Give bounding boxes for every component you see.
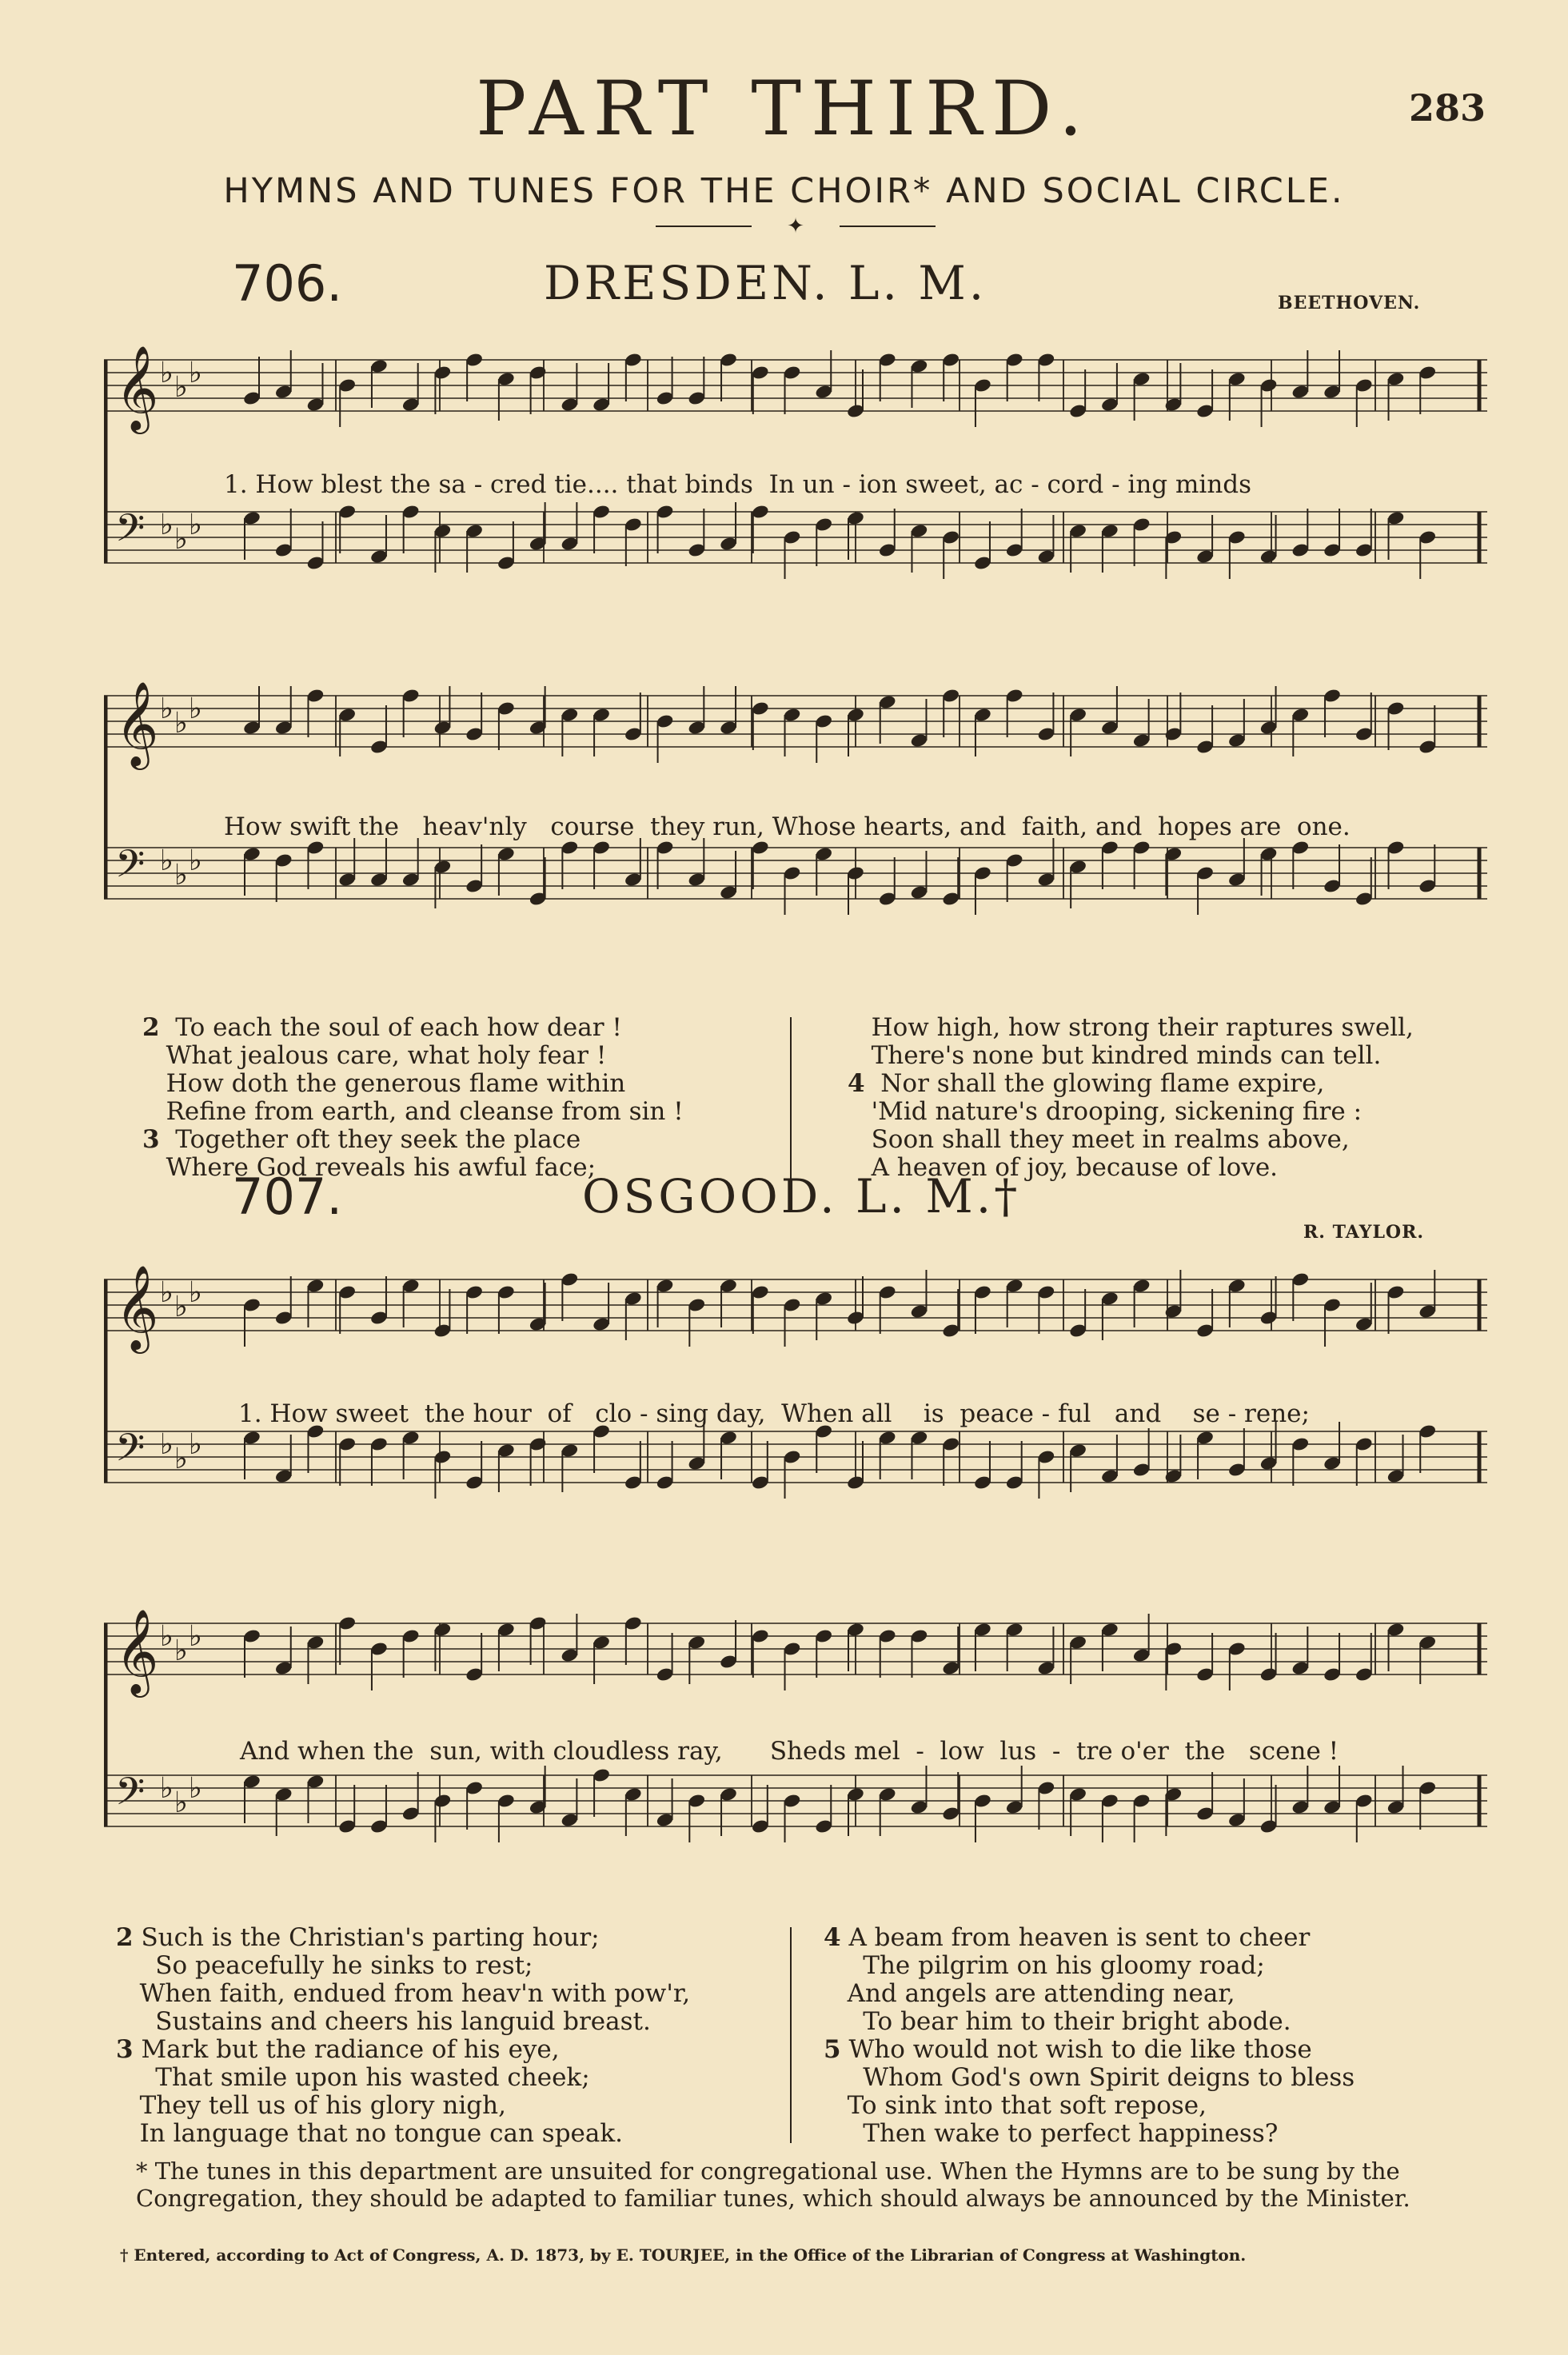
flat-icon: ♭ (189, 693, 202, 725)
flat-icon: ♭ (174, 859, 188, 892)
verse-line: Sustains and cheers his languid breast. (155, 2007, 651, 2036)
flat-icon: ♭ (160, 1620, 174, 1653)
flat-icon: ♭ (174, 1635, 188, 1667)
flat-icon: ♭ (174, 707, 188, 740)
flat-icon: ♭ (160, 844, 174, 877)
verse-line: They tell us of his glory nigh, (139, 2091, 506, 2120)
column-divider (790, 1927, 792, 2143)
flat-icon: ♭ (189, 1428, 202, 1461)
flat-icon: ♭ (174, 1443, 188, 1475)
bass-clef-icon: 𝄢 (115, 1769, 146, 1823)
treble-clef-icon: 𝄞 (115, 681, 159, 766)
flat-icon: ♭ (189, 1276, 202, 1309)
verse-line: And angels are attending near, (847, 1979, 1235, 2008)
verse-line: To sink into that soft repose, (847, 2091, 1207, 2120)
verse-line: Where God reveals his awful face; (166, 1153, 596, 1182)
composer: BEETHOVEN. (1278, 293, 1421, 313)
hymn-number: 707. (232, 1168, 343, 1226)
bass-clef-icon: 𝄢 (115, 505, 146, 560)
verse-line: 2 Such is the Christian's parting hour; (116, 1923, 600, 1952)
flat-icon: ♭ (189, 509, 202, 541)
section-subtitle: HYMNS AND TUNES FOR THE CHOIR* AND SOCIAL CIRCLE. (223, 171, 1345, 211)
lyric-line: 1. How sweet the hour of clo - sing day, When all is peace - ful and se - rene; (238, 1399, 1310, 1428)
flat-icon: ♭ (160, 509, 174, 541)
verse-line: What jealous care, what holy fear ! (166, 1041, 607, 1070)
tune-name: DRESDEN. L. M. (544, 256, 987, 310)
verses-left (142, 1014, 684, 1182)
page-title: PART THIRD. (476, 66, 1092, 153)
verse-line: 3 Together oft they seek the place (142, 1125, 581, 1154)
ornament-divider: ✦ (656, 214, 936, 238)
flat-icon: ♭ (174, 371, 188, 404)
verse-line: When faith, endued from heav'n with pow'r, (139, 1979, 691, 2008)
treble-clef-icon: 𝄞 (115, 1608, 159, 1694)
verse-line: Soon shall they meet in realms above, (871, 1125, 1350, 1154)
verse-line: How doth the generous flame within (166, 1069, 626, 1098)
verse-line: Then wake to perfect happiness? (863, 2119, 1279, 2148)
bass-clef-icon: 𝄢 (115, 841, 146, 896)
composer: R. TAYLOR. (1303, 1222, 1425, 1243)
treble-clef-icon: 𝄞 (115, 1264, 159, 1350)
flat-icon: ♭ (189, 1772, 202, 1805)
footnote: * The tunes in this department are unsuited for congregational use. When the Hymns are to be sung by the Congregation, they should be adapted to familiar tunes, which should always be announced by the Minister. (136, 2157, 1410, 2212)
verse-line: 5 Who would not wish to die like those (824, 2035, 1312, 2064)
flat-icon: ♭ (160, 693, 174, 725)
flat-icon: ♭ (174, 1786, 188, 1819)
flat-icon: ♭ (189, 844, 202, 877)
verse-line: How high, how strong their raptures swell, (871, 1013, 1414, 1042)
lyric-line: And when the sun, with cloudless ray, Sheds mel - low lus - tre o'er the scene ! (240, 1737, 1339, 1766)
verse-line: 2 To each the soul of each how dear ! (142, 1013, 622, 1042)
verse-line: A heaven of joy, because of love. (871, 1153, 1279, 1182)
flat-icon: ♭ (160, 1276, 174, 1309)
copyright-notice: † Entered, according to Act of Congress, A. D. 1873, by E. TOURJEE, in the Office of the Librarian of Congress at Washington. (120, 2245, 1247, 2265)
verse-line: 4 A beam from heaven is sent to cheer (824, 1923, 1311, 1952)
hymn-number: 706. (232, 254, 343, 313)
verse-line: 4 Nor shall the glowing flame expire, (848, 1069, 1325, 1098)
verse-line: There's none but kindred minds can tell. (871, 1041, 1382, 1070)
flat-icon: ♭ (189, 1620, 202, 1653)
verse-line: So peacefully he sinks to rest; (155, 1951, 533, 1980)
lyric-line: 1. How blest the sa - cred tie.... that binds In un - ion sweet, ac - cord - ing minds (224, 470, 1252, 499)
flat-icon: ♭ (160, 1428, 174, 1461)
verse-line: 3 Mark but the radiance of his eye, (116, 2035, 560, 2064)
page-number: 283 (1409, 86, 1486, 130)
verses-left (116, 1924, 690, 2148)
flat-icon: ♭ (174, 523, 188, 556)
treble-clef-icon: 𝄞 (115, 345, 159, 430)
column-divider (790, 1017, 792, 1181)
flat-icon: ♭ (160, 1772, 174, 1805)
flat-icon: ♭ (160, 357, 174, 389)
verse-line: Refine from earth, and cleanse from sin ! (166, 1097, 684, 1126)
verse-line: 'Mid nature's drooping, sickening fire : (871, 1097, 1363, 1126)
bass-clef-icon: 𝄢 (115, 1425, 146, 1479)
flat-icon: ♭ (189, 357, 202, 389)
tune-name: OSGOOD. L. M.† (582, 1169, 1021, 1223)
verses-right (824, 1924, 1355, 2148)
verse-line: In language that no tongue can speak. (139, 2119, 624, 2148)
verse-line: To bear him to their bright abode. (863, 2007, 1291, 2036)
verse-line: That smile upon his wasted cheek; (155, 2063, 590, 2092)
verse-line: The pilgrim on his gloomy road; (863, 1951, 1265, 1980)
verses-right (848, 1014, 1414, 1182)
lyric-line: How swift the heav'nly course they run, Whose hearts, and faith, and hopes are one. (224, 812, 1351, 841)
flat-icon: ♭ (174, 1291, 188, 1323)
verse-line: Whom God's own Spirit deigns to bless (863, 2063, 1355, 2092)
